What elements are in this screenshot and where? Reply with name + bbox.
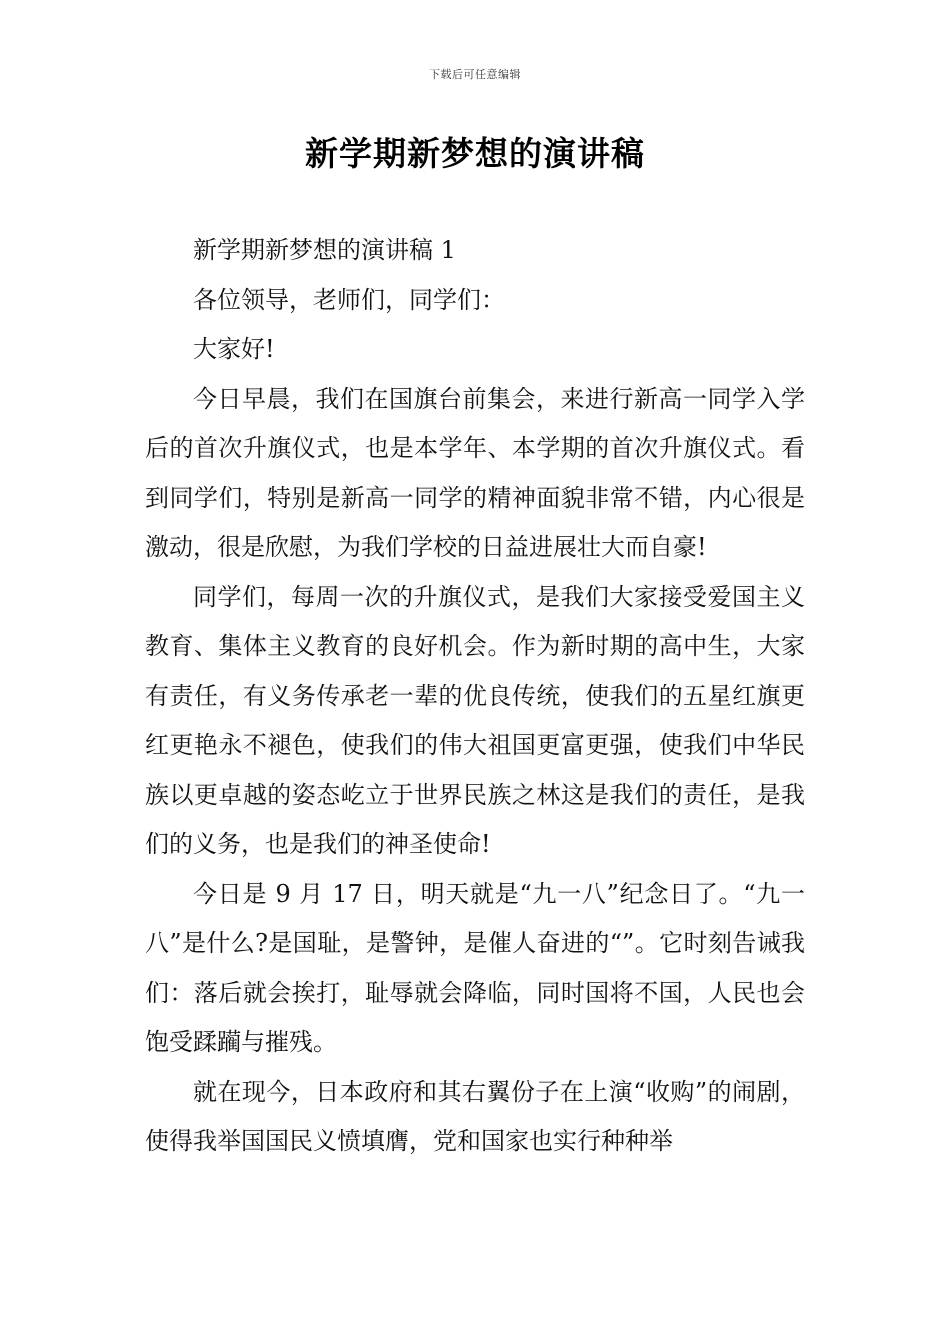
- header-note: 下载后可任意编辑: [429, 68, 521, 81]
- document-title: 新学期新梦想的演讲稿: [305, 134, 645, 173]
- paragraph: 今日是 9 月 17 日，明天就是“九一八”纪念日了。“九一八”是什么?是国耻，是警钟，是催人奋进的“”。它时刻告诫我们：落后就会挨打，耻辱就会降临，同时国将不国，人民也会饱受蹂躏与摧残。: [145, 879, 805, 1056]
- paragraph: 就在现今，日本政府和其右翼份子在上演“收购”的闹剧，使得我举国国民义愤填膺，党和国家也实行种种举: [145, 1077, 805, 1155]
- paragraph-salutation: 各位领导，老师们，同学们：: [193, 285, 505, 314]
- paragraph-subtitle: 新学期新梦想的演讲稿 1: [193, 236, 456, 264]
- paragraph-greeting: 大家好!: [193, 335, 275, 363]
- document-body: [145, 226, 805, 1167]
- paragraph: 同学们，每周一次的升旗仪式，是我们大家接受爱国主义教育、集体主义教育的良好机会。作为新时期的高中生，大家有责任，有义务传承老一辈的优良传统，使我们的五星红旗更红更艳永不褪色，使我们的伟大祖国更富更强，使我们中华民族以更卓越的姿态屹立于世界民族之林这是我们的责任，是我们的义务，也是我们的神圣使命!: [145, 582, 805, 858]
- paragraph: 今日早晨，我们在国旗台前集会，来进行新高一同学入学后的首次升旗仪式，也是本学年、本学期的首次升旗仪式。看到同学们，特别是新高一同学的精神面貌非常不错，内心很是激动，很是欣慰，为我们学校的日益进展壮大而自豪!: [145, 384, 805, 561]
